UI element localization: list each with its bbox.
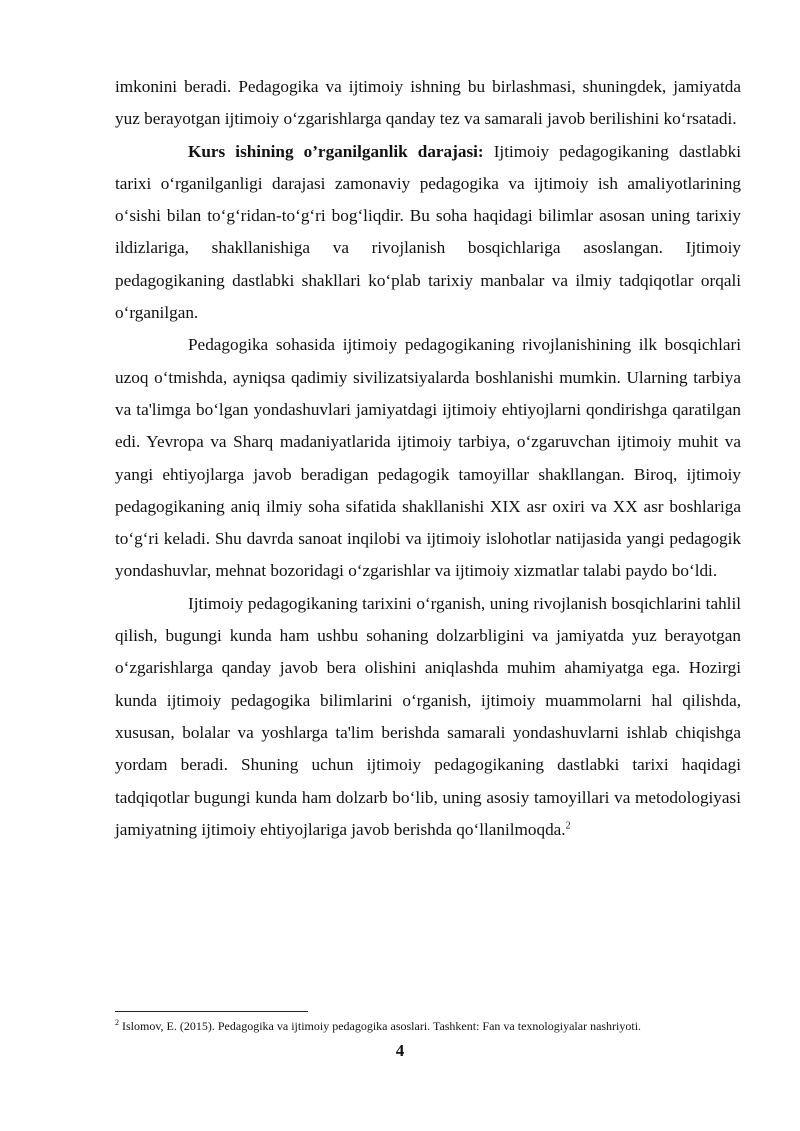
footnote-text: Islomov, E. (2015). Pedagogika va ijtimoiy pedagogika asoslari. Tashkent: Fan va texnologiyalar nashriyoti.	[119, 1019, 642, 1033]
body-text	[115, 71, 741, 846]
footnote-number: 2	[115, 1018, 119, 1027]
footnote-divider	[115, 1011, 308, 1012]
footnote-ref[interactable]: 2	[565, 820, 571, 832]
paragraph-1: imkonini beradi. Pedagogika va ijtimoiy ishning bu birlashmasi, shuningdek, jamiyatda yuz berayotgan ijtimoiy o‘zgarishlarga qanday tez va samarali javob berilishini ko‘rsatadi.	[115, 77, 741, 129]
paragraph-3: Pedagogika sohasida ijtimoiy pedagogikaning rivojlanishining ilk bosqichlari uzoq o‘tmishda, ayniqsa qadimiy sivilizatsiyalarda boshlanishi mumkin. Ularning tarbiya va ta'limga bo‘lgan yondashuvlari jamiyatdagi ijtimoiy ehtiyojlarni qondirishga qaratilgan edi. Yevropa va Sharq madaniyatlarida ijtimoiy tarbiya, o‘zgaruvchan ijtimoiy muhit va yangi ehtiyojlarga javob beradigan pedagogik tamoyillar shakllangan. Biroq, ijtimoiy pedagogikaning aniq ilmiy soha sifatida shakllanishi XIX asr oxiri va XX asr boshlariga to‘g‘ri keladi. Shu davrda sanoat inqilobi va ijtimoiy islohotlar natijasida yangi pedagogik yondashuvlar, mehnat bozoridagi o‘zgarishlar va ijtimoiy xizmatlar talabi paydo bo‘ldi.	[115, 335, 741, 581]
page-number: 4	[395, 1041, 405, 1060]
footnote	[115, 1019, 755, 1034]
paragraph-2	[115, 136, 741, 330]
paragraph-4-body: Ijtimoiy pedagogikaning tarixini o‘rganish, uning rivojlanish bosqichlarini tahlil qilish, bugungi kunda ham ushbu sohaning dolzarbligini va jamiyatda yuz berayotgan o‘zgarishlarga qanday javob bera olishini aniqlashda muhim ahamiyatga ega. Hozirgi kunda ijtimoiy pedagogika bilimlarini o‘rganish, ijtimoiy muammolarni hal qilishda, xususan, bolalar va yoshlarga ta'lim berishda samarali yondashuvlarni ishlab chiqishga yordam beradi. Shuning uchun ijtimoiy pedagogikaning dastlabki tarixi haqidagi tadqiqotlar bugungi kunda ham dolzarb bo‘lib, uning asosiy tamoyillari va metodologiyasi jamiyatning ijtimoiy ehtiyojlariga javob berishda qo‘llanilmoqda.	[115, 593, 741, 839]
paragraph-4	[115, 588, 741, 846]
section-heading: Kurs ishining o’rganilganlik darajasi:	[188, 141, 484, 161]
paragraph-2-body: Ijtimoiy pedagogikaning dastlabki tarixi o‘rganilganligi darajasi zamonaviy pedagogika va ijtimoiy ish amaliyotlarining o‘sishi bilan to‘g‘ridan-to‘g‘ri bog‘liqdir. Bu soha haqidagi bilimlar asosan uning tarixiy ildizlariga, shakllanishiga va rivojlanish bosqichlariga asoslangan. Ijtimoiy pedagogikaning dastlabki shakllari ko‘plab tarixiy manbalar va ilmiy tadqiqotlar orqali o‘rganilgan.	[115, 141, 742, 323]
